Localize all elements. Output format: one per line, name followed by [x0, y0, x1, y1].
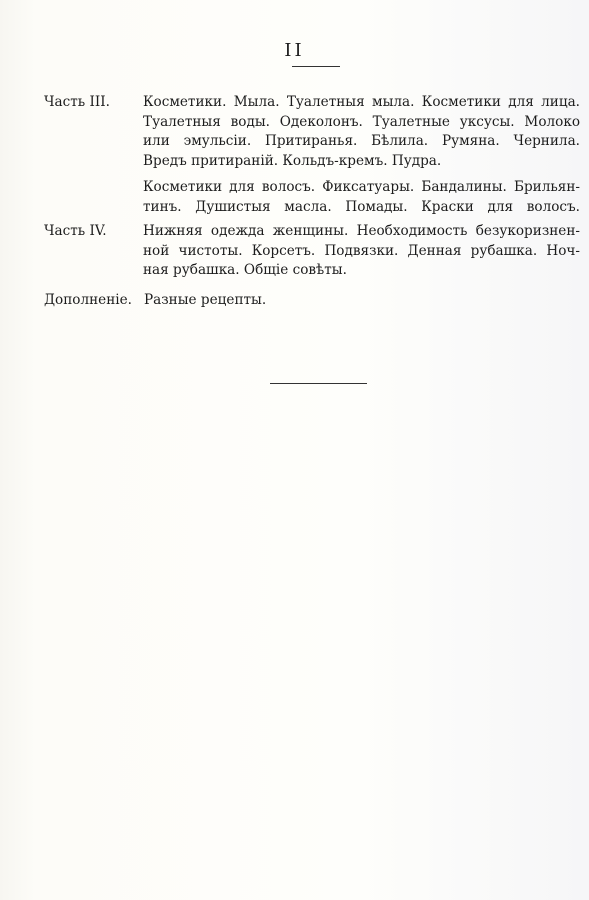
toc-line: Туалетныя воды. Одеколонъ. Туалетные уксусы. Молоко [143, 113, 580, 130]
toc-line: или эмульсiи. Притиранья. Бѣлила. Румяна. Чернила. [143, 133, 580, 149]
toc-entry-text [143, 93, 580, 171]
page-number: II [284, 40, 305, 61]
toc-line: Косметики для волосъ. Фиксатуары. Бандалины. Брильян- [143, 179, 580, 195]
footer-rule [270, 383, 367, 384]
toc-line: ная рубашка. Общiе совѣты. [143, 262, 347, 278]
toc-entry-text [143, 178, 580, 217]
toc-entry-text [144, 291, 581, 311]
toc-line: Вредъ притиранiй. Кольдъ-кремъ. Пудра. [143, 152, 442, 169]
toc-entry-label: Часть III. [44, 94, 110, 110]
toc-line: Разные рецепты. [144, 292, 267, 308]
toc-entry-text [143, 222, 580, 281]
toc-line: Нижняя одежда женщины. Необходимость безукоризнен- [143, 223, 580, 239]
toc-line: ной чистоты. Корсетъ. Подвязки. Денная рубашка. Ноч- [143, 242, 580, 259]
header-rule [292, 66, 340, 67]
toc-line: тинъ. Душистыя масла. Помады. Краски для волосъ. [143, 198, 580, 215]
toc-entry-label: Часть IV. [44, 223, 107, 239]
toc-line: Косметики. Мыла. Туалетныя мыла. Косметики для лица. [143, 94, 580, 110]
toc-entry-label: Дополненiе. [44, 292, 132, 308]
